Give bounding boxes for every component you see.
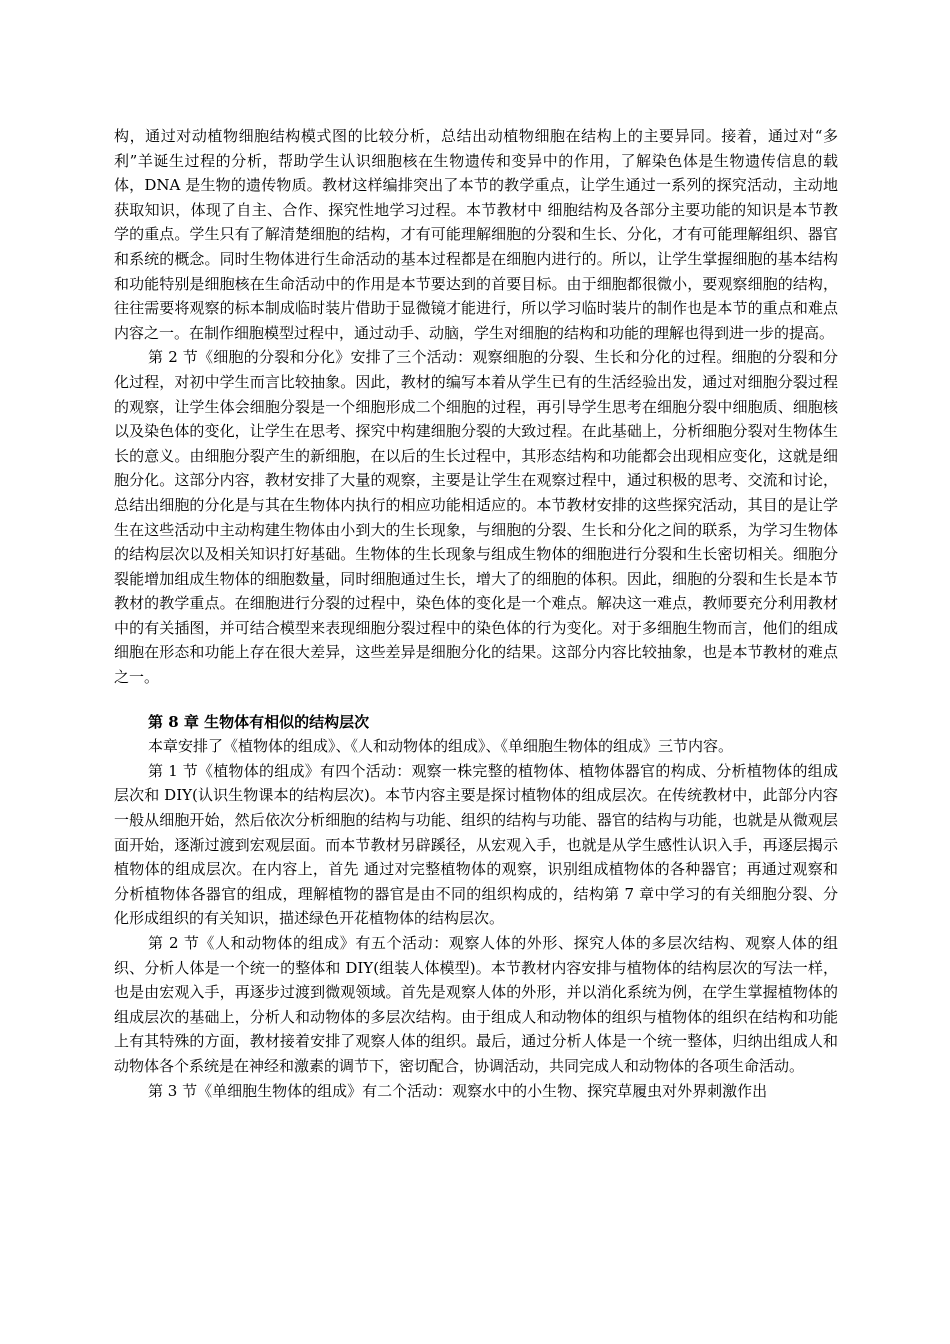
paragraph-cell-division-section: 第 2 节《细胞的分裂和分化》安排了三个活动：观察细胞的分裂、生长和分化的过程。细胞的分裂和分化过程，对初中学生而言比较抽象。因此，教材的编写本着从学生已有的生活经验出发，通过对细胞分裂过程的观察，让学生体会细胞分裂是一个细胞形成二个细胞的过程，再引导学生思考在细胞分裂中细胞质、细胞核以及染色体的变化，让学生在思考、探究中构建细胞分裂的大致过程。在此基础上，分析细胞分裂对生物体生长的意义。由细胞分裂产生的新细胞，在以后的生长过程中，其形态结构和功能都会出现相应变化，这就是细胞分化。这部分内容，教材安排了大量的观察，主要是让学生在观察过程中，通过积极的思考、交流和讨论，总结出细胞的分化是与其在生物体内执行的相应功能相适应的。本节教材安排的这些探究活动，其目的是让学生在这些活动中主动构建生物体由小到大的生长现象，与细胞的分裂、生长和分化之间的联系，为学习生物体的结构层次以及相关知识打好基础。生物体的生长现象与组成生物体的细胞进行分裂和生长密切相关。细胞分裂能增加组成生物体的细胞数量，同时细胞通过生长，增大了的细胞的体积。因此，细胞的分裂和生长是本节教材的教学重点。在细胞进行分裂的过程中，染色体的变化是一个难点。解决这一难点，教师要充分利用教材中的有关插图，并可结合模型来表现细胞分裂过程中的染色体的行为变化。对于多细胞生物而言，他们的组成细胞在形态和功能上存在很大差异，这些差异是细胞分化的结果。这部分内容比较抽象，也是本节教材的难点之一。: [114, 348, 838, 687]
paragraph-cell-structure-continued: 构，通过对动植物细胞结构模式图的比较分析，总结出动植物细胞在结构上的主要异同。接着，通过对“多利”羊诞生过程的分析，帮助学生认识细胞核在生物遗传和变异中的作用，了解染色体是生物遗传信息的载体，DNA 是生物的遗传物质。教材这样编排突出了本节的教学重点，让学生通过一系列的探究活动，主动地获取知识，体现了自主、合作、探究性地学习过程。本节教材中 细胞结构及各部分主要功能的知识是本节教学的重点。学生只有了解清楚细胞的结构，才有可能理解细胞的分裂和生长、分化，才有可能理解组织、器官和系统的概念。同时生物体进行生命活动的基本过程都是在细胞内进行的。所以，让学生掌握细胞的基本结构和功能特别是细胞核在生命活动中的作用是本节要达到的首要目标。由于细胞都很微小，要观察细胞的结构，往往需要将观察的标本制成临时装片借助于显微镜才能进行，所以学习临时装片的制作也是本节的重点和难点内容之一。在制作细胞模型过程中，通过动手、动脑，学生对细胞的结构和功能的理解也得到进一步的提高。: [114, 127, 838, 342]
paragraph-human-animal-composition-section: 第 2 节《人和动物体的组成》有五个活动：观察人体的外形、探究人体的多层次结构、观察人体的组织、分析人体是一个统一的整体和 DIY(组装人体模型)。本节教材内容安排与植物体的结构层次的写法一样，也是由宏观入手，再逐步过渡到微观领域。首先是观察人体的外形，并以消化系统为例，在学生掌握植物体的组成层次的基础上，分析人和动物体的多层次结构。由于组成人和动物体的组织与植物体的组织在结构和功能上有其特殊的方面，教材接着安排了观察人体的组织。最后，通过分析人体是一个统一整体，归纳出组成人和动物体各个系统是在神经和激素的调节下，密切配合，协调活动，共同完成人和动物体的各项生命活动。: [114, 934, 838, 1075]
paragraph-unicellular-section: 第 3 节《单细胞生物体的组成》有二个活动：观察水中的小生物、探究草履虫对外界刺激作出: [148, 1081, 768, 1100]
chapter-8-heading: 第 8 章 生物体有相似的结构层次: [148, 712, 370, 731]
paragraph-plant-composition-section: 第 1 节《植物体的组成》有四个活动：观察一株完整的植物体、植物体器官的构成、分析植物体的组成层次和 DIY(认识生物课本的结构层次)。本节内容主要是探讨植物体的组成层次。在传统教材中，此部分内容一般从细胞开始，然后依次分析细胞的结构与功能、组织的结构与功能、器官的结构与功能，也就是从微观层面开始，逐渐过渡到宏观层面。而本节教材另辟蹊径，从宏观入手，也就是从学生感性认识入手，再逐层揭示植物体的组成层次。在内容上，首先 通过对完整植物体的观察，识别组成植物体的各种器官；再通过观察和分析植物体各器官的组成，理解植物的器官是由不同的组织构成的，结构第 7 章中学习的有关细胞分裂、分化形成组织的有关知识，描述绿色开花植物体的结构层次。: [114, 761, 838, 928]
paragraph-chapter-8-intro: 本章安排了《植物体的组成》、《人和动物体的组成》、《单细胞生物体的组成》三节内容。: [148, 737, 734, 756]
document-page: [114, 124, 838, 1103]
